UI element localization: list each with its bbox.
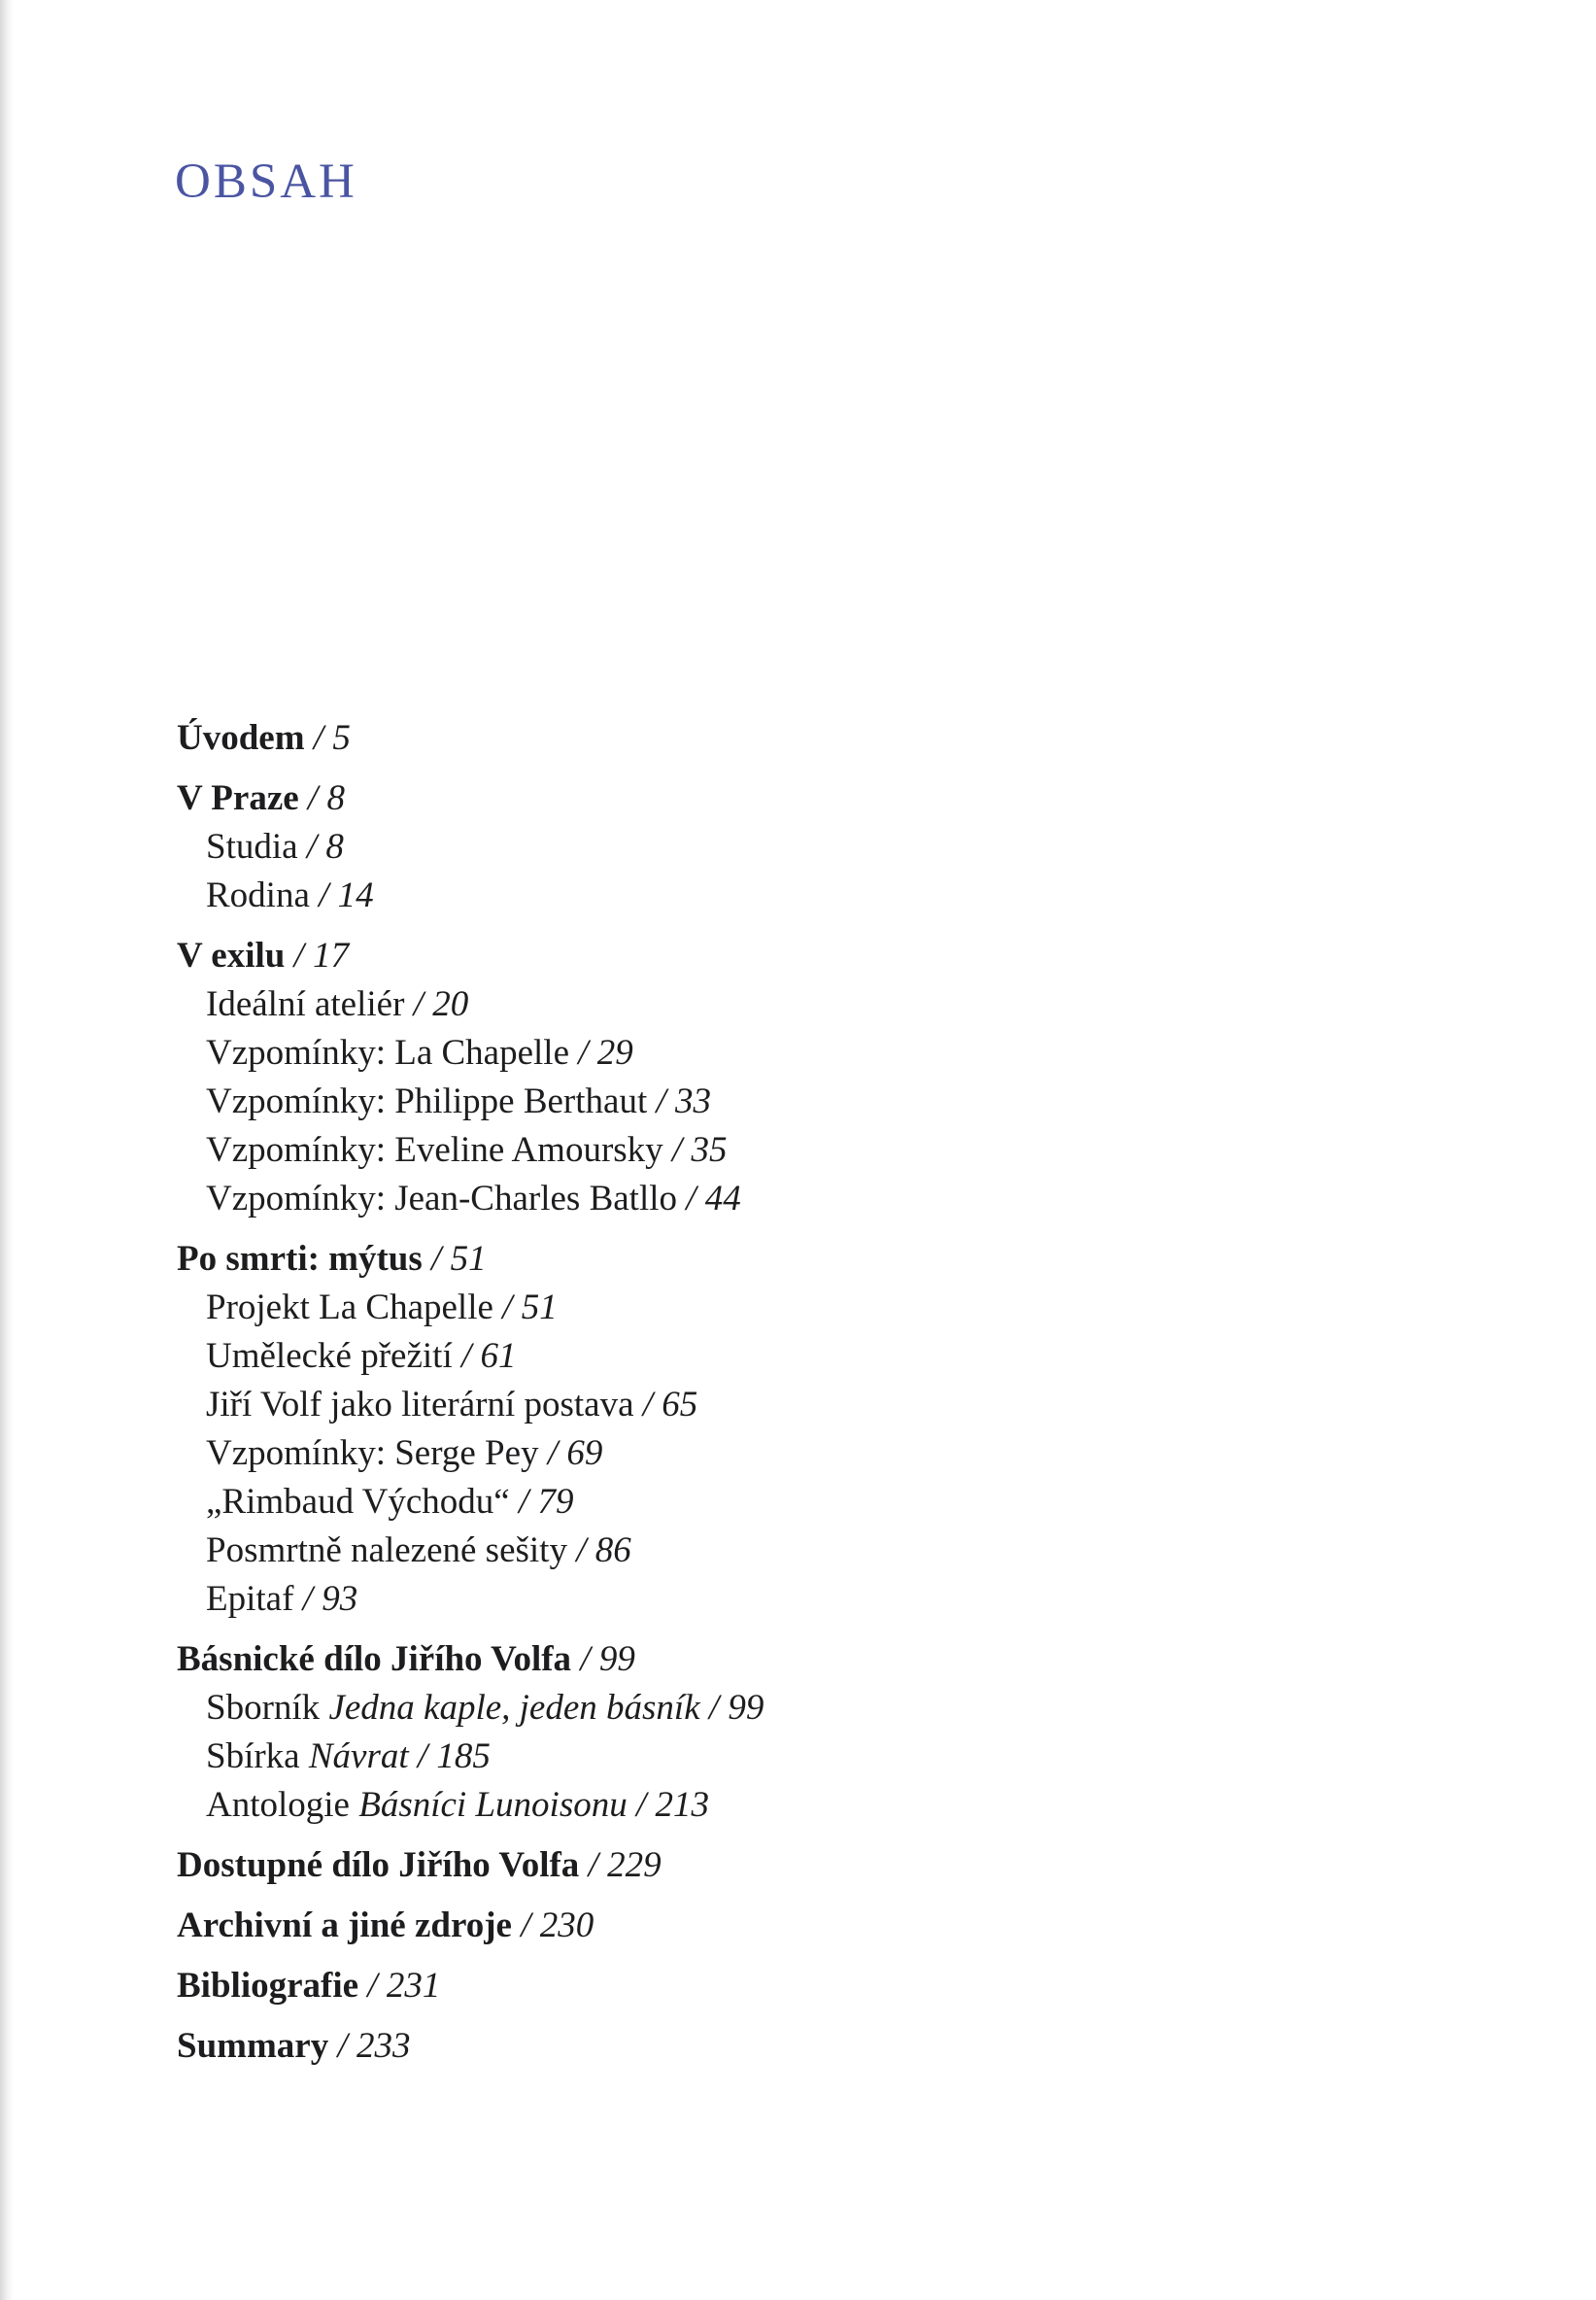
toc-page-number: 86 [594, 1530, 631, 1570]
table-of-contents [177, 714, 1342, 2071]
toc-section [177, 872, 1342, 920]
toc-section [177, 823, 1342, 872]
toc-entry-title: Projekt La Chapelle [206, 1287, 493, 1327]
toc-entry-title: Po smrti: mýtus [177, 1239, 423, 1279]
toc-page-number: 33 [675, 1081, 712, 1121]
toc-entry-work-title: Jedna kaple, jeden básník [328, 1688, 700, 1728]
toc-chapter [177, 932, 1342, 980]
toc-page-number: 5 [332, 718, 351, 758]
toc-page-number: 65 [662, 1385, 698, 1425]
toc-page-number: 14 [337, 875, 374, 915]
toc-entry-title: Vzpomínky: Serge Pey [206, 1433, 539, 1473]
toc-page-number: 99 [598, 1639, 635, 1679]
toc-separator: / [538, 1433, 567, 1473]
toc-separator: / [328, 2026, 357, 2066]
page-title: OBSAH [175, 154, 357, 209]
toc-chapter [177, 714, 1342, 763]
toc-chapter [177, 1902, 1342, 1950]
toc-section [177, 1284, 1342, 1332]
toc-page-number: 8 [326, 778, 345, 818]
toc-entry-title: Umělecké přežití [206, 1336, 453, 1376]
toc-separator: / [509, 1482, 538, 1522]
toc-entry-title: Sbírka [206, 1736, 309, 1776]
toc-page-number: 99 [728, 1688, 764, 1728]
toc-separator: / [699, 1688, 729, 1728]
toc-entry-title: Vzpomínky: Jean-Charles Batllo [206, 1179, 678, 1219]
toc-section [177, 1078, 1342, 1126]
toc-entry-title: Rodina [206, 875, 310, 915]
toc-page-number: 17 [313, 936, 350, 976]
toc-entry-title: Studia [206, 827, 298, 867]
toc-section [177, 980, 1342, 1029]
toc-separator: / [627, 1785, 656, 1825]
toc-section [177, 1429, 1342, 1478]
toc-entry-title: Dostupné dílo Jiřího Volfa [177, 1845, 580, 1885]
toc-entry-title: Úvodem [177, 718, 305, 758]
toc-section [177, 1029, 1342, 1078]
toc-section [177, 1126, 1342, 1175]
toc-separator: / [571, 1639, 599, 1679]
toc-separator: / [298, 778, 327, 818]
toc-chapter [177, 774, 1342, 823]
toc-separator: / [309, 875, 338, 915]
toc-page-number: 79 [537, 1482, 574, 1522]
toc-entry-title: Epitaf [206, 1579, 294, 1619]
toc-separator: / [647, 1081, 676, 1121]
toc-entry-title: Básnické dílo Jiřího Volfa [177, 1639, 572, 1679]
toc-section [177, 1478, 1342, 1527]
toc-page-number: 8 [325, 827, 344, 867]
toc-entry-title: Vzpomínky: La Chapelle [206, 1033, 570, 1073]
toc-page-number: 229 [607, 1845, 662, 1885]
toc-entry-title: V Praze [177, 778, 299, 818]
toc-page-number: 61 [480, 1336, 517, 1376]
toc-entry-title: Vzpomínky: Eveline Amoursky [206, 1130, 663, 1170]
toc-page-number: 51 [521, 1287, 558, 1327]
toc-entry-title: Vzpomínky: Philippe Berthaut [206, 1081, 648, 1121]
toc-entry-title: V exilu [177, 936, 286, 976]
toc-entry-title: „Rimbaud Východu“ [206, 1482, 510, 1522]
toc-page-number: 29 [596, 1033, 633, 1073]
toc-page-number: 93 [322, 1579, 358, 1619]
toc-chapter [177, 1635, 1342, 1684]
toc-separator: / [452, 1336, 481, 1376]
toc-separator: / [285, 936, 314, 976]
toc-separator: / [569, 1033, 597, 1073]
toc-page-number: 51 [450, 1239, 487, 1279]
toc-chapter [177, 2022, 1342, 2071]
toc-entry-work-title: Básníci Lunoisonu [358, 1785, 628, 1825]
toc-separator: / [511, 1905, 540, 1945]
toc-separator: / [358, 1966, 387, 2006]
toc-chapter [177, 1962, 1342, 2010]
toc-entry-title: Posmrtně nalezené sešity [206, 1530, 567, 1570]
toc-separator: / [677, 1179, 705, 1219]
toc-page-number: 20 [432, 984, 469, 1024]
toc-separator: / [422, 1239, 451, 1279]
toc-section [177, 1684, 1342, 1733]
toc-separator: / [304, 718, 333, 758]
toc-page-number: 231 [386, 1966, 441, 2006]
toc-separator: / [566, 1530, 595, 1570]
toc-entry-title: Ideální ateliér [206, 984, 405, 1024]
toc-section [177, 1332, 1342, 1381]
toc-page-number: 185 [436, 1736, 491, 1776]
toc-page-number: 213 [655, 1785, 710, 1825]
toc-page-number: 35 [691, 1130, 728, 1170]
toc-section [177, 1781, 1342, 1830]
toc-entry-title: Sborník [206, 1688, 329, 1728]
toc-chapter [177, 1841, 1342, 1890]
toc-entry-title: Jiří Volf jako literární postava [206, 1385, 634, 1425]
toc-separator: / [293, 1579, 323, 1619]
toc-section [177, 1381, 1342, 1429]
toc-section [177, 1175, 1342, 1223]
toc-page-number: 230 [539, 1905, 594, 1945]
toc-entry-title: Summary [177, 2026, 329, 2066]
toc-entry-title: Bibliografie [177, 1966, 359, 2006]
page-edge-shadow [0, 0, 14, 2300]
toc-page-number: 233 [357, 2026, 411, 2066]
toc-section [177, 1733, 1342, 1781]
toc-section [177, 1527, 1342, 1575]
toc-entry-title: Archivní a jiné zdroje [177, 1905, 512, 1945]
toc-separator: / [662, 1130, 692, 1170]
toc-separator: / [633, 1385, 662, 1425]
toc-entry-title: Antologie [206, 1785, 359, 1825]
toc-page-number: 69 [566, 1433, 603, 1473]
toc-section [177, 1575, 1342, 1624]
toc-separator: / [297, 827, 326, 867]
toc-separator: / [579, 1845, 608, 1885]
toc-separator: / [408, 1736, 437, 1776]
toc-page-number: 44 [704, 1179, 741, 1219]
toc-separator: / [404, 984, 433, 1024]
toc-entry-work-title: Návrat [308, 1736, 409, 1776]
toc-separator: / [492, 1287, 522, 1327]
toc-chapter [177, 1235, 1342, 1284]
